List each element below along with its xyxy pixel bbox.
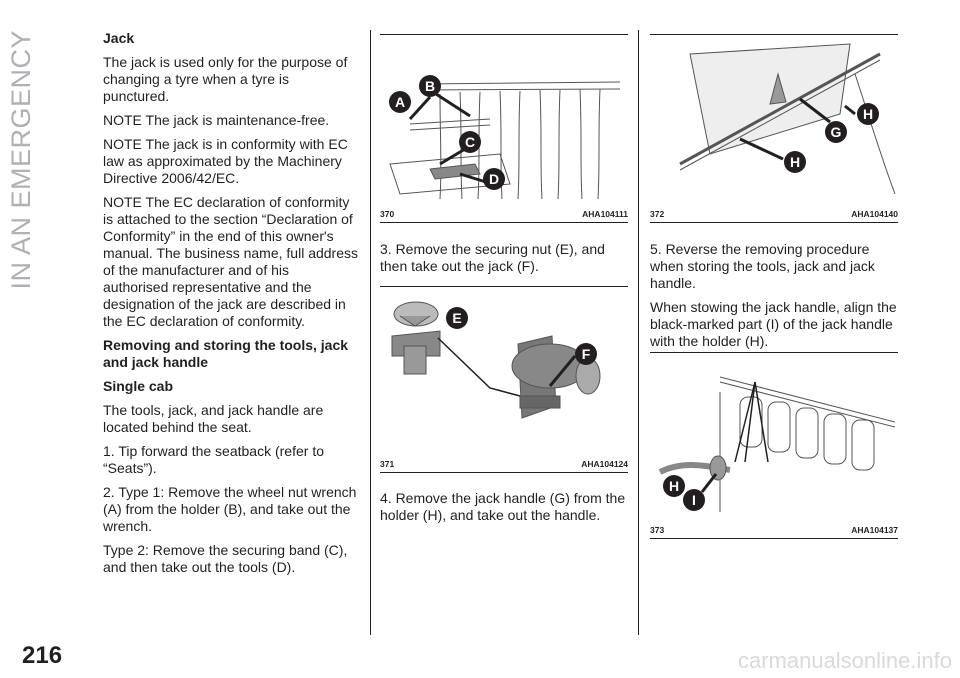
- figure-371-illustration: [380, 286, 628, 454]
- figure-code: AHA104111: [582, 209, 628, 219]
- callout-h: H: [668, 478, 680, 494]
- callout-c: C: [464, 134, 476, 150]
- step: 2. Type 1: Remove the wheel nut wrench (A) from the holder (B), and take out the wrench.: [103, 484, 357, 534]
- paragraph: The jack is used only for the purpose of changing a tyre when a tyre is punctured.: [103, 54, 348, 104]
- step: 1. Tip forward the seatback (refer to “Seats”).: [103, 443, 324, 476]
- step: 4. Remove the jack handle (G) from the holder (H), and take out the handle.: [380, 490, 626, 523]
- callout-f: F: [581, 346, 591, 362]
- heading-jack: Jack: [103, 30, 135, 46]
- figure-code: AHA104124: [581, 459, 628, 469]
- figure-371: [380, 286, 628, 474]
- paragraph: The tools, jack, and jack handle are located behind the seat.: [103, 402, 324, 435]
- callout-h: H: [789, 154, 801, 170]
- callout-g: G: [830, 124, 842, 140]
- figure-372-illustration: [650, 34, 898, 204]
- callout-h: H: [862, 106, 874, 122]
- step: 5. Reverse the removing procedure when storing the tools, jack and jack handle.: [650, 241, 875, 291]
- figure-370: [380, 34, 628, 224]
- page-number: 216: [22, 642, 63, 669]
- note: NOTE The EC declaration of conformity is attached to the section “Declaration of Conformity” in the end of this owner's manual. The business name, full address of the manufacturer and of his authorised representative and the designation of the jack are described in the EC declaration of conformity.: [103, 194, 358, 329]
- step-4-text: [380, 490, 630, 531]
- figure-370-illustration: [380, 34, 628, 204]
- col3-text: [650, 241, 900, 357]
- callout-i: I: [692, 492, 696, 508]
- figure-372: [650, 34, 898, 224]
- figure-code: AHA104140: [851, 209, 898, 219]
- step: 3. Remove the securing nut (E), and then take out the jack (F).: [380, 241, 605, 274]
- heading-removing: Removing and storing the tools, jack and jack handle: [103, 337, 349, 370]
- column-1: [103, 30, 358, 583]
- column-divider: [370, 30, 371, 635]
- section-title: IN AN EMERGENCY: [6, 30, 36, 290]
- callout-a: A: [394, 94, 406, 110]
- figure-373-illustration: [650, 352, 898, 520]
- figure-caption: [380, 206, 628, 223]
- callout-b: B: [424, 78, 436, 94]
- figure-number: 372: [650, 209, 665, 219]
- step-3-text: [380, 241, 630, 282]
- figure-caption: [380, 456, 628, 473]
- figure-code: AHA104137: [851, 525, 898, 535]
- figure-caption: [650, 522, 898, 539]
- paragraph: When stowing the jack handle, align the black-marked part (I) of the jack handle with the holder (H).: [650, 299, 897, 349]
- figure-373: [650, 352, 898, 540]
- figure-number: 370: [380, 209, 395, 219]
- step: Type 2: Remove the securing band (C), and then take out the tools (D).: [103, 542, 348, 575]
- column-divider: [638, 30, 639, 635]
- callout-d: D: [488, 171, 500, 187]
- figure-number: 371: [380, 459, 395, 469]
- figure-caption: [650, 206, 898, 223]
- callout-e: E: [452, 310, 462, 326]
- watermark: carmanualsonline.info: [737, 648, 952, 673]
- note: NOTE The jack is maintenance-free.: [103, 112, 330, 128]
- figure-number: 373: [650, 525, 665, 535]
- heading-single-cab: Single cab: [103, 378, 174, 394]
- note: NOTE The jack is in conformity with EC law as approximated by the Machinery Directive 2006/42/EC.: [103, 136, 348, 186]
